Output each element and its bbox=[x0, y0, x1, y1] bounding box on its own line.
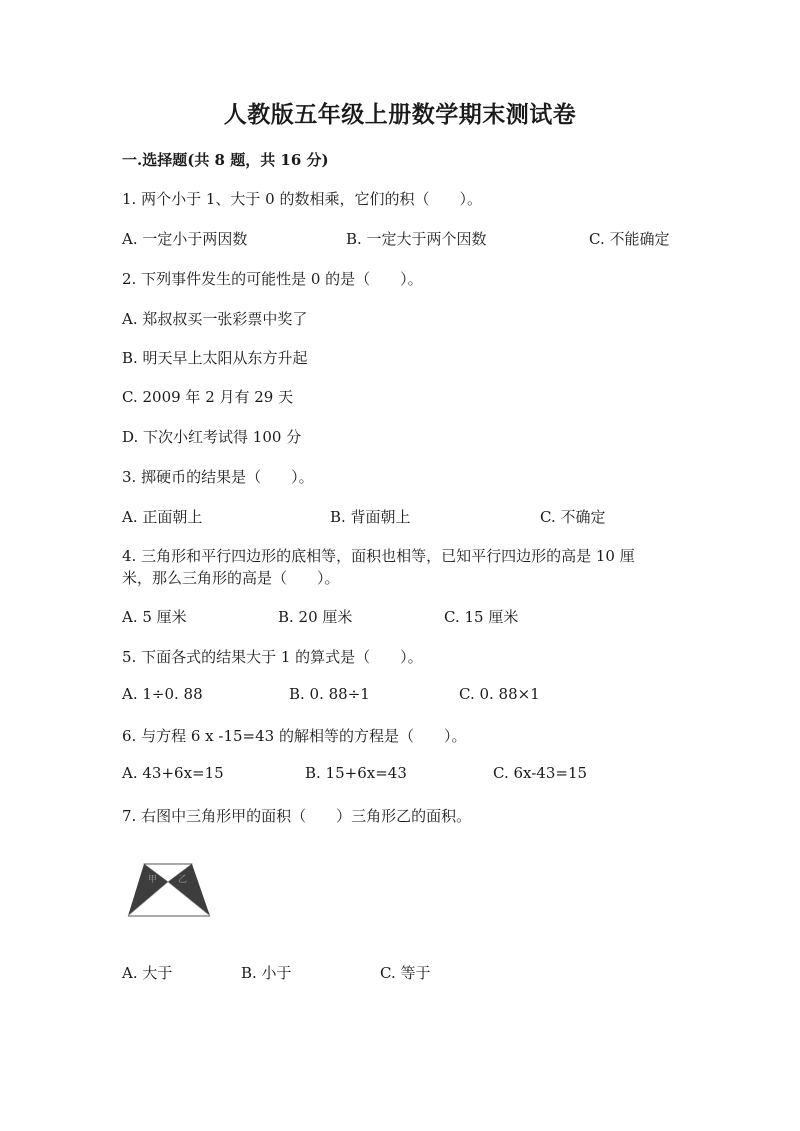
question-7-option-c: C. 等于 bbox=[380, 964, 431, 982]
question-6-option-a: A. 43+6x=15 bbox=[122, 764, 224, 782]
figure-label-jia: 甲 bbox=[148, 875, 158, 885]
question-1-stem: 1. 两个小于 1、大于 0 的数相乘，它们的积（ ）。 bbox=[122, 190, 482, 208]
figure-label-yi: 乙 bbox=[178, 875, 188, 885]
question-2-option-b: B. 明天早上太阳从东方升起 bbox=[122, 349, 308, 367]
question-7-option-a: A. 大于 bbox=[122, 964, 173, 982]
question-7-stem: 7. 右图中三角形甲的面积（ ）三角形乙的面积。 bbox=[122, 807, 472, 825]
question-1-option-b: B. 一定大于两个因数 bbox=[346, 230, 487, 248]
question-2-option-c: C. 2009 年 2 月有 29 天 bbox=[122, 388, 294, 406]
question-3-option-b: B. 背面朝上 bbox=[330, 508, 411, 526]
question-3-option-c: C. 不确定 bbox=[540, 508, 606, 526]
question-3-option-a: A. 正面朝上 bbox=[122, 508, 203, 526]
question-5-option-c: C. 0. 88×1 bbox=[459, 685, 540, 703]
question-7-option-b: B. 小于 bbox=[241, 964, 292, 982]
question-2-stem: 2. 下列事件发生的可能性是 0 的是（ ）。 bbox=[122, 270, 423, 288]
question-4-stem-line-2: 米，那么三角形的高是（ ）。 bbox=[122, 569, 340, 587]
page-title: 人教版五年级上册数学期末测试卷 bbox=[223, 101, 577, 128]
question-5-option-a: A. 1÷0. 88 bbox=[122, 685, 203, 703]
question-1-option-a: A. 一定小于两因数 bbox=[122, 230, 248, 248]
question-4-option-a: A. 5 厘米 bbox=[122, 608, 187, 626]
question-4-option-c: C. 15 厘米 bbox=[444, 608, 519, 626]
question-6-option-c: C. 6x-43=15 bbox=[493, 764, 588, 782]
question-2-option-a: A. 郑叔叔买一张彩票中奖了 bbox=[122, 310, 308, 328]
question-4-option-b: B. 20 厘米 bbox=[278, 608, 353, 626]
question-2-option-d: D. 下次小红考试得 100 分 bbox=[122, 428, 302, 446]
triangle-figure bbox=[122, 858, 214, 922]
question-3-stem: 3. 掷硬币的结果是（ ）。 bbox=[122, 468, 314, 486]
question-6-option-b: B. 15+6x=43 bbox=[305, 764, 407, 782]
section-heading: 一.选择题(共 8 题，共 16 分) bbox=[122, 151, 329, 169]
question-1-option-c: C. 不能确定 bbox=[589, 230, 670, 248]
question-5-option-b: B. 0. 88÷1 bbox=[289, 685, 370, 703]
question-6-stem: 6. 与方程 6 x -15=43 的解相等的方程是（ ）。 bbox=[122, 727, 467, 745]
question-4-stem-line-1: 4. 三角形和平行四边形的底相等，面积也相等，已知平行四边形的高是 10 厘 bbox=[122, 547, 635, 565]
question-5-stem: 5. 下面各式的结果大于 1 的算式是（ ）。 bbox=[122, 648, 423, 666]
